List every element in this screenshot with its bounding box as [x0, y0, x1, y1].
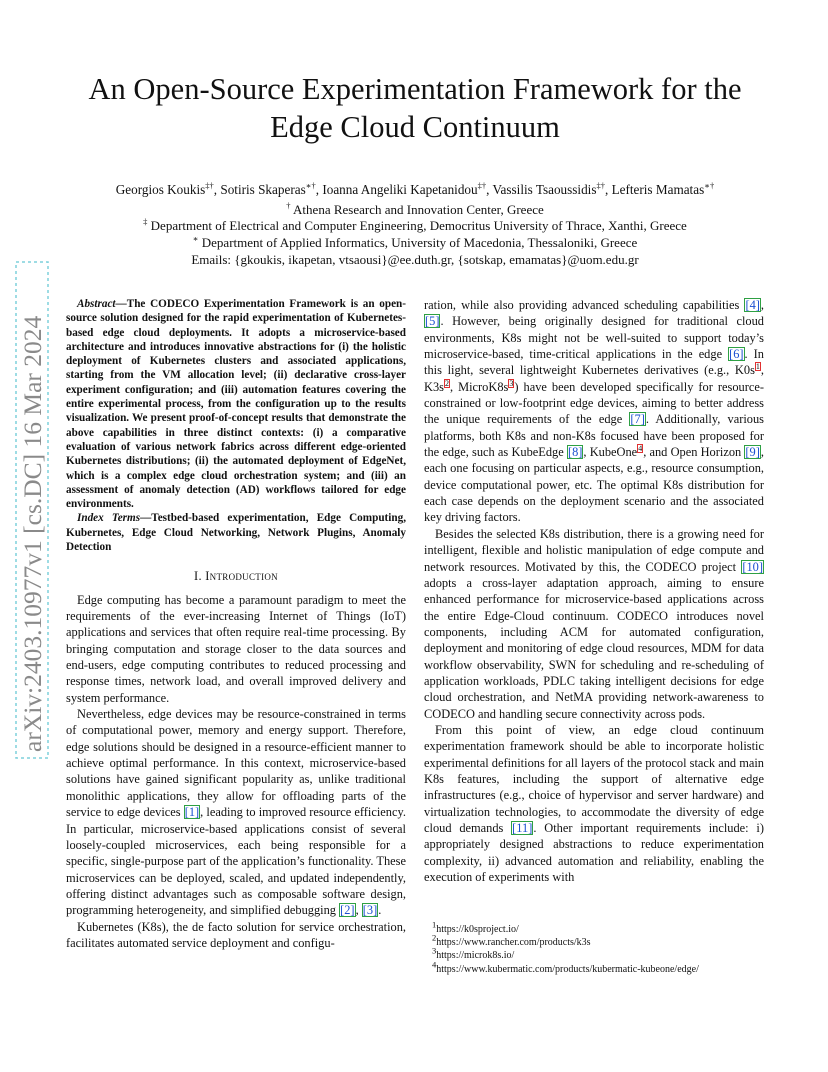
citation-link[interactable]: [1] — [184, 805, 200, 820]
author-name: Ioanna Angeliki Kapetanidou — [322, 182, 478, 197]
arxiv-side-stamp[interactable] — [14, 260, 50, 760]
citation-link[interactable]: [6] — [729, 347, 744, 362]
author-affiliation-marks: ‡† — [596, 180, 605, 191]
footnote — [432, 959, 772, 976]
author-affiliation-marks: ∗† — [305, 180, 316, 191]
citation-link[interactable]: [5] — [425, 314, 440, 329]
author-list: Georgios Koukis‡†, Sotiris Skaperas∗†, Ioanna Angeliki Kapetanidou‡†, Vassilis Tsaoussidis‡†, Lefteris Mamatas∗† — [115, 180, 715, 197]
paragraph-text: . — [378, 903, 382, 918]
paragraph-text: Kubernetes (K8s), the de facto solution for service orchestration, facilitates automated service deployment and configu- — [66, 919, 406, 950]
right-column — [424, 297, 764, 885]
paragraph — [66, 919, 406, 952]
paragraph-text: , leading to improved resource efficiency. In particular, microservice-based applications consist of several loosely-coupled microservices, each being responsible for a specific, single-purpose part of the application’s functionality. These microservices can be deployed, scaled, and updated independently, offering distinct advantages such as composable software design, programming heterogeneity, and simplified debugging — [66, 805, 406, 918]
paragraph-text: , each one focusing on particular aspects, e.g., resource consumption, device computational power, etc. The optimal K8s distribution for each case depends on the deployment scenario and the associated key driving factors. — [424, 445, 764, 525]
paragraph-text: From this point of view, an edge cloud continuum experimentation framework should be able to incorporate holistic experimental definitions for all layers of the protocol stack and main K8s features, including the support of alternative edge infrastructures (e.g., choice of hypervisor and server hardware) and virtualization technologies, to accommodate the diversity of edge cloud demands — [424, 722, 764, 835]
paragraph — [66, 706, 406, 918]
footnote-mark-link[interactable]: 3 — [509, 378, 514, 388]
index-terms-text: —Testbed-based experimentation, Edge Computing, Kubernetes, Edge Cloud Networking, Network Plugins, Anomaly Detection — [66, 512, 406, 554]
citation-link[interactable]: [10] — [742, 559, 763, 574]
paragraph-text: Nevertheless, edge devices may be resource-constrained in terms of computational power, memory and energy support. Therefore, edge solutions should be designed in a resource-efficient manner to achieve optimal performance. In this context, microservice-based solutions have gained significant popularity as, unlike traditional monolithic applications, they allow for offloading parts of the service to edge devices — [66, 707, 406, 820]
section-number: I. — [194, 569, 202, 584]
citation-link[interactable]: [2] — [340, 903, 355, 918]
affiliation-line — [40, 201, 790, 218]
affiliation-text: Department of Applied Informatics, University of Macedonia, Thessaloniki, Greece — [201, 235, 638, 250]
citation-link[interactable]: [8] — [567, 445, 583, 460]
paragraph — [424, 722, 764, 885]
paragraph-text: , MicroK8s — [449, 379, 509, 394]
paragraph-text: ration, while also providing advanced scheduling capabilities — [424, 298, 745, 312]
paragraph — [424, 297, 764, 526]
citation-link[interactable]: [11] — [512, 821, 533, 835]
footnote-url-link[interactable]: https://www.rancher.com/products/k3s — [436, 937, 591, 949]
paragraph-text: , and Open Horizon — [643, 445, 745, 460]
paragraph-text: , K3s — [424, 363, 764, 394]
paragraph-text: . In this light, several lightweight Kubernetes derivatives (e.g., K0s — [424, 347, 764, 378]
affiliation-text: Athena Research and Innovation Center, Greece — [293, 202, 544, 217]
abstract-lead: Abstract — [77, 298, 116, 310]
affiliation-mark: ∗ — [192, 233, 199, 244]
footnote-number: 4 — [432, 959, 437, 970]
affiliation-line — [40, 234, 790, 251]
citation-link[interactable]: [3] — [362, 903, 378, 918]
affiliation-mark: † — [286, 200, 291, 211]
author-name: Vassilis Tsaoussidis — [492, 182, 597, 197]
footnote-number: 1 — [432, 919, 437, 930]
paragraph-text: , KubeOne — [583, 445, 638, 460]
affiliation-text: Department of Electrical and Computer Engineering, Democritus University of Thrace, Xanthi, Greece — [150, 218, 687, 233]
paper-title: An Open-Source Experimentation Framework for the Edge Cloud Continuum — [88, 72, 742, 144]
footnote-url-link[interactable]: https://k0sproject.io/ — [436, 924, 519, 935]
author-affiliation-marks: ∗† — [704, 180, 715, 191]
citation-link[interactable]: [4] — [745, 298, 760, 312]
footnote-url-link[interactable]: https://microk8s.io/ — [436, 950, 515, 962]
affiliation-line — [40, 217, 790, 234]
paragraph-text: adopts a cross-layer adaptation approach, aiming to ensure enhanced performance for microservice-based applications across the entire Edge-Cloud continuum. CODECO introduces novel components, including ACM for automated configuration, deployment and monitoring of edge cloud resources, MDM for data workflow observability, SWN for scheduling and re-scheduling of application workloads, PDLC taking intelligent decisions for edge cloud orchestration, and NetMA providing network-awareness to CODECO and handling secure connectivity across pods. — [424, 575, 764, 721]
footnote — [432, 919, 772, 936]
index-terms-lead: Index Terms — [77, 512, 141, 525]
paragraph-text: , — [355, 903, 362, 918]
author-name: Georgios Koukis — [115, 182, 206, 197]
footnote-number: 2 — [432, 932, 437, 943]
arxiv-identifier: arXiv:2403.10977v1 [cs.DC] 16 Mar 2024 — [18, 315, 47, 752]
author-affiliation-marks: ‡† — [205, 180, 214, 191]
abstract — [66, 297, 406, 511]
footnote — [432, 932, 772, 949]
citation-link[interactable]: [7] — [630, 412, 645, 427]
paragraph-text: . However, being originally designed for traditional cloud environments, K8s might not be well-suited to support today’s microservice-based, time-critical applications in the edge — [424, 314, 764, 362]
footnote-number: 3 — [432, 946, 437, 957]
footnote-mark-link[interactable]: 1 — [755, 362, 760, 372]
paragraph-text: Edge computing has become a paramount paradigm to meet the requirements of the ever-increasing Internet of Things (IoT) applications and services that often require real-time processing. By bringing computation and storage closer to the data sources and end-users, edge computing contributes to reduced processing and response times, network load, and overall improved delivery and system performance. — [66, 592, 406, 705]
section-heading — [66, 568, 406, 584]
footnotes — [432, 919, 772, 976]
paragraph-text: ) have been developed specifically for resource-constrained or low-footprint edge devices, aiming to better address the unique requirements of the edge — [424, 379, 764, 427]
footnote-mark-link[interactable]: 4 — [638, 443, 643, 453]
paragraph-text: , — [760, 298, 764, 312]
affiliation-mark: ‡ — [143, 216, 148, 227]
left-column — [66, 297, 406, 951]
section-title: Introduction — [205, 569, 278, 584]
author-name: Sotiris Skaperas — [220, 182, 306, 197]
index-terms — [66, 511, 406, 554]
emails-line: Emails: {gkoukis, ikapetan, vtsaousi}@ee.duth.gr, {sotskap, emamatas}@uom.edu.gr — [191, 252, 639, 267]
footnote-url-link[interactable]: https://www.kubermatic.com/products/kubermatic-kubeone/edge/ — [436, 963, 699, 975]
author-affiliation-marks: ‡† — [477, 180, 487, 191]
citation-link[interactable]: [9] — [745, 445, 760, 460]
paragraph-text: . Additionally, various platforms, both K8s and non-K8s focused have been proposed for the edge, such as KubeEdge — [424, 412, 764, 460]
paragraph — [66, 592, 406, 706]
paragraph — [424, 526, 764, 722]
footnote-mark-link[interactable]: 2 — [444, 378, 449, 388]
paragraph-text: Besides the selected K8s distribution, there is a growing need for intelligent, flexible and holistic manipulation of edge compute and network resources. Motivated by this, the CODECO project — [424, 526, 764, 574]
abstract-text: —The CODECO Experimentation Framework is an open-source solution designed for the rapid experimentation of Kubernetes-based edge cloud deployments. It adopts a microservice-based architecture and introduces innovative abstractions for (i) the holistic deployment of Kubernetes clusters and associated applications, starting from the VM allocation level; (ii) declarative cross-layer experiment configuration; and (iii) automation features covering the entire experimental process, from the configuration up to the results visualization. We present proof-of-concept results that demonstrate the above capabilities in three distinct contexts: (i) a comparative evaluation of various network fabrics across different edge-oriented Kubernetes distributions; (ii) the automated deployment of EdgeNet, which is a complex edge cloud orchestration system; and (iii) an assessment of anomaly detection (AD) workflows tailored for edge environments. — [66, 298, 406, 511]
arxiv-stamp-graphic — [14, 260, 50, 760]
paragraph-text: . Other important requirements include: i) appropriately designed abstractions to reduce experimentation complexity, ii) advanced automation and reliability, enabling the execution of experiments with — [424, 821, 764, 885]
footnote — [432, 946, 772, 962]
author-name: Lefteris Mamatas — [611, 182, 705, 197]
